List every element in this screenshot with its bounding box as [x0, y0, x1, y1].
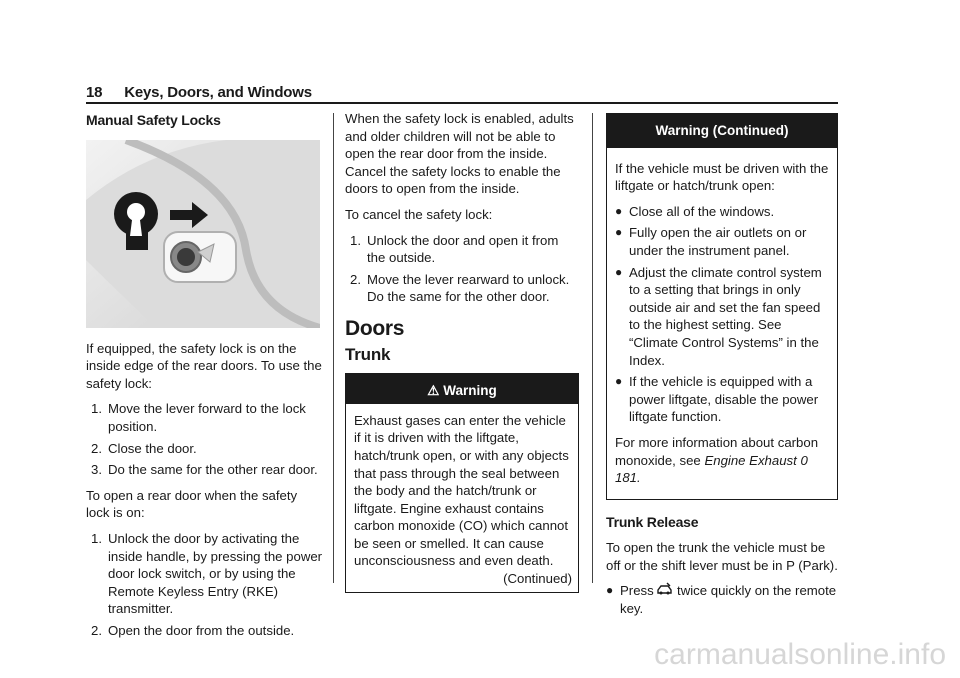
list-item: 2. Close the door.	[91, 440, 197, 456]
trunk-heading: Trunk	[345, 344, 391, 364]
safety-lock-intro: If equipped, the safety lock is on the inside edge of the rear doors. To use the safety lock:	[86, 340, 322, 391]
open-door-intro: To open a rear door when the safety lock is on:	[86, 487, 298, 521]
list-item: 2. Open the door from the outside.	[91, 622, 295, 638]
section-title: Keys, Doors, and Windows	[124, 84, 312, 101]
list-item: ● Press twice quickly on the remote key.	[606, 583, 837, 617]
column-1	[86, 112, 324, 648]
list-item: 1. Unlock the door by activating the inside handle, by pressing the power door lock switch, or by using the Remote Keyless Entry (RKE) transmitter.	[91, 530, 323, 617]
watermark: carmanualsonline.info	[654, 638, 946, 671]
page-reference: 0 181.	[615, 452, 808, 486]
warning-bullets	[615, 203, 831, 426]
bullet-icon: ●	[615, 374, 623, 389]
continued-label: (Continued)	[503, 571, 572, 587]
list-item: 3. Do the same for the other rear door.	[91, 462, 318, 478]
column-3	[606, 113, 838, 626]
warning-continued-header: Warning (Continued)	[607, 114, 837, 148]
cancel-steps-list	[345, 232, 579, 306]
list-item: 1. Unlock the door and open it from the outside.	[350, 232, 559, 266]
column-divider-2	[592, 113, 593, 583]
more-info-text: For more information about carbon monoxide, see Engine Exhaust 0 181.	[615, 434, 819, 486]
bullet-icon: ●	[615, 225, 623, 240]
list-item: ● If the vehicle is equipped with a power liftgate, disable the power liftgate function.	[615, 374, 819, 425]
page-number: 18	[86, 84, 103, 101]
warning-header: ⚠ Warning	[346, 374, 578, 404]
cancel-intro: To cancel the safety lock:	[345, 206, 493, 222]
bullet-icon: ●	[615, 264, 623, 279]
trunk-release-icon	[657, 583, 673, 598]
page-header	[86, 84, 312, 101]
safety-lock-illustration	[86, 140, 320, 328]
warning-continued-intro: If the vehicle must be driven with the liftgate or hatch/trunk open:	[615, 160, 829, 194]
trunk-release-bullets	[606, 582, 838, 617]
warning-continued-box	[606, 113, 838, 500]
list-item: ● Close all of the windows.	[615, 203, 775, 219]
warning-continued-body	[607, 148, 837, 499]
list-item: 2. Move the lever rearward to unlock. Do the same for the other door.	[350, 271, 570, 305]
bullet-icon: ●	[615, 203, 623, 218]
warning-box	[345, 373, 579, 593]
warning-body	[346, 404, 578, 592]
manual-safety-locks-heading: Manual Safety Locks	[86, 112, 221, 128]
safety-lock-enabled-text: When the safety lock is enabled, adults and older children will not be able to open the rear door from the inside. Cancel the safety locks to enable the doors to open from the inside.	[345, 111, 574, 197]
header-rule	[86, 102, 838, 104]
trunk-release-heading: Trunk Release	[606, 513, 699, 530]
warning-icon: ⚠	[427, 383, 440, 399]
doors-heading: Doors	[345, 316, 405, 340]
list-item: ● Adjust the climate control system to a setting that brings in only outside air and set the fan speed to the highest setting. See “Climate Control Systems” in the Index.	[615, 264, 822, 368]
trunk-release-text: To open the trunk the vehicle must be off or the shift lever must be in P (Park).	[606, 540, 838, 573]
column-divider-1	[333, 113, 334, 583]
lock-steps-list	[86, 400, 324, 478]
list-item: 1. Move the lever forward to the lock position.	[91, 401, 306, 434]
open-steps-list	[86, 530, 324, 640]
column-2	[345, 110, 579, 593]
warning-text: Exhaust gases can enter the vehicle if it is driven with the liftgate, hatch/trunk open, or with any objects that pass through the seal between the body and the hatch/trunk or liftgate. Engine exhaust contains carbon monoxide (CO) which cannot be seen or smelled. It can cause unconsciousness and even death.	[354, 412, 569, 569]
engine-exhaust-link[interactable]: Engine Exhaust	[704, 452, 797, 468]
bullet-icon: ●	[606, 583, 614, 598]
list-item: ● Fully open the air outlets on or under the instrument panel.	[615, 225, 807, 258]
